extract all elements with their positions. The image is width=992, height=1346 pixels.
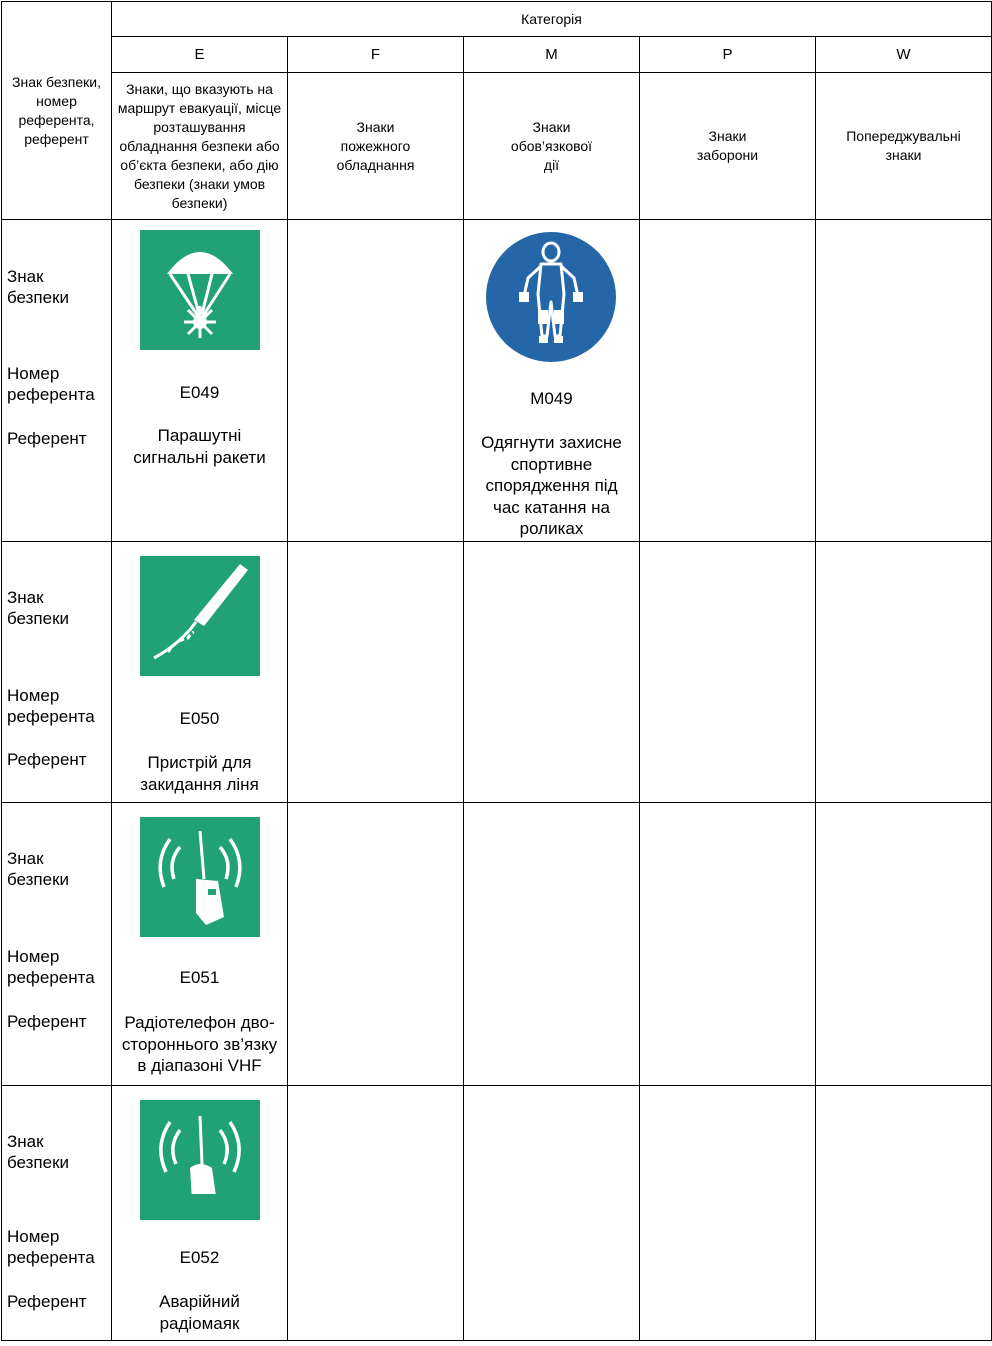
- cell-empty: [288, 1086, 464, 1341]
- table-row: [2, 803, 992, 1086]
- category-f: F: [288, 37, 464, 73]
- vhf-radio-icon: [140, 817, 260, 937]
- label-referent: Референт: [7, 1292, 87, 1311]
- cell-empty: [640, 220, 816, 542]
- protective-gear-icon: [486, 232, 616, 362]
- label-referent: Референт: [7, 429, 87, 448]
- cell-e050: [112, 542, 288, 803]
- cell-empty: [288, 803, 464, 1086]
- parachute-flare-icon: [140, 230, 260, 350]
- cell-e049: [112, 220, 288, 542]
- label-sign: Знак безпеки: [7, 849, 70, 889]
- radio-beacon-icon: [140, 1100, 260, 1220]
- cell-m049: [464, 220, 640, 542]
- label-number: Номер референта: [7, 686, 95, 726]
- cell-empty: [640, 542, 816, 803]
- cell-empty: [816, 220, 992, 542]
- category-header: Категорія: [112, 2, 992, 37]
- cell-e051: [112, 803, 288, 1086]
- table-row: [2, 1086, 992, 1341]
- label-sign: Знак безпеки: [7, 1132, 70, 1172]
- category-w-description: Попереджувальні знаки: [816, 73, 992, 220]
- row-labels: [2, 1086, 112, 1341]
- referent-text: Радіотелефон дво-стороннього зв’язку в діапазоні VHF: [121, 1013, 278, 1075]
- referent-number: E052: [179, 1248, 220, 1267]
- label-referent: Референт: [7, 1012, 87, 1031]
- referent-number: E051: [179, 968, 220, 987]
- category-m: M: [464, 37, 640, 73]
- category-w: W: [816, 37, 992, 73]
- label-number: Номер референта: [7, 947, 95, 987]
- first-col-header: [2, 2, 112, 220]
- cell-empty: [464, 803, 640, 1086]
- cell-empty: [288, 220, 464, 542]
- referent-number: E049: [179, 383, 220, 402]
- referent-text: Парашутні сигнальні ракети: [133, 426, 266, 467]
- category-e: E: [112, 37, 288, 73]
- cell-empty: [816, 1086, 992, 1341]
- referent-text: Аварійний радіомаяк: [159, 1292, 240, 1333]
- cell-empty: [816, 542, 992, 803]
- category-e-description: Знаки, що вказують на маршрут евакуації, місце розташування обладнання безпеки або об’єкта безпеки, або дію безпеки (знаки умов безпеки): [112, 73, 288, 220]
- row-labels: [2, 542, 112, 803]
- cell-empty: [288, 542, 464, 803]
- label-referent: Референт: [7, 750, 87, 769]
- cell-empty: [816, 803, 992, 1086]
- first-col-header-text: Знак безпеки, номер референта, референт: [12, 73, 101, 147]
- label-sign: Знак безпеки: [7, 267, 70, 307]
- label-number: Номер референта: [7, 364, 95, 404]
- category-m-description: Знаки обов’язкової дії: [464, 73, 640, 220]
- cell-e052: [112, 1086, 288, 1341]
- cell-empty: [640, 1086, 816, 1341]
- safety-signs-table: [1, 1, 992, 1341]
- label-sign: Знак безпеки: [7, 588, 70, 628]
- category-p: P: [640, 37, 816, 73]
- referent-number: E050: [179, 709, 220, 728]
- category-p-description: Знаки заборони: [640, 73, 816, 220]
- label-number: Номер референта: [7, 1227, 95, 1267]
- category-f-description: Знаки пожежного обладнання: [288, 73, 464, 220]
- cell-empty: [464, 1086, 640, 1341]
- table-row: [2, 220, 992, 542]
- referent-text: Одягнути захисне спортивне спорядження під час катання на роликах: [481, 433, 622, 538]
- referent-text: Пристрій для закидання ліня: [140, 753, 259, 794]
- row-labels: [2, 220, 112, 542]
- referent-number: M049: [530, 389, 573, 408]
- row-labels: [2, 803, 112, 1086]
- line-throwing-icon: [140, 556, 260, 676]
- cell-empty: [640, 803, 816, 1086]
- table-row: [2, 542, 992, 803]
- cell-empty: [464, 542, 640, 803]
